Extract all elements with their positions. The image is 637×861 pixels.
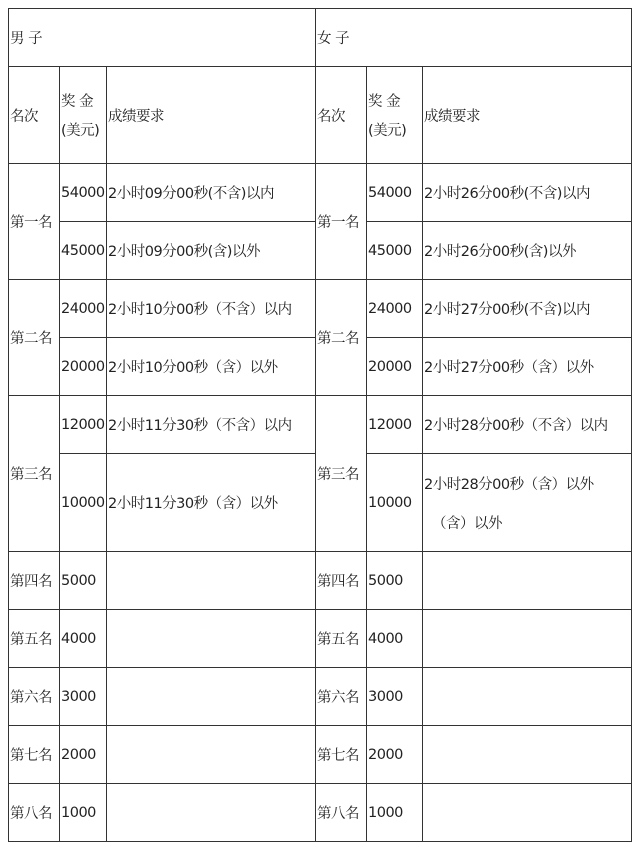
prize-cell: 24000 (60, 280, 107, 338)
rank-cell: 第五名 (9, 610, 60, 668)
requirement-cell: 2小时27分00秒（含）以外 (423, 338, 632, 396)
prize-cell: 12000 (367, 396, 423, 454)
requirement-cell: 2小时27分00秒(不含)以内 (423, 280, 632, 338)
rank-cell: 第二名 (9, 280, 60, 396)
requirement-header: 成绩要求 (423, 67, 632, 164)
rank-cell: 第八名 (316, 784, 367, 842)
requirement-cell (107, 610, 316, 668)
prize-cell: 3000 (60, 668, 107, 726)
requirement-cell: 2小时10分00秒（不含）以内 (107, 280, 316, 338)
prize-cell: 1000 (60, 784, 107, 842)
requirement-cell: 2小时26分00秒(不含)以内 (423, 164, 632, 222)
rank-cell: 第三名 (316, 396, 367, 552)
rank-cell: 第五名 (316, 610, 367, 668)
requirement-cell (423, 610, 632, 668)
prize-cell: 12000 (60, 396, 107, 454)
prize-cell: 1000 (367, 784, 423, 842)
rank-cell: 第八名 (9, 784, 60, 842)
rank-cell: 第三名 (9, 396, 60, 552)
requirement-cell: 2小时11分30秒（不含）以内 (107, 396, 316, 454)
rank-cell: 第四名 (9, 552, 60, 610)
requirement-cell: 2小时28分00秒（含）以外 （含）以外 (423, 454, 632, 552)
prize-cell: 20000 (60, 338, 107, 396)
rank-cell: 第一名 (9, 164, 60, 280)
rank-cell: 第六名 (316, 668, 367, 726)
prize-cell: 4000 (60, 610, 107, 668)
rank-header: 名次 (9, 67, 60, 164)
requirement-cell (107, 726, 316, 784)
requirement-cell: 2小时09分00秒(含)以外 (107, 222, 316, 280)
requirement-cell (423, 668, 632, 726)
rank-cell: 第四名 (316, 552, 367, 610)
prize-cell: 2000 (367, 726, 423, 784)
rank-cell: 第六名 (9, 668, 60, 726)
rank-header: 名次 (316, 67, 367, 164)
men-section-header: 男 子 (9, 9, 316, 67)
requirement-cell (107, 784, 316, 842)
prize-table (8, 8, 632, 842)
requirement-cell (423, 552, 632, 610)
rank-cell: 第二名 (316, 280, 367, 396)
prize-cell: 5000 (60, 552, 107, 610)
requirement-cell: 2小时10分00秒（含）以外 (107, 338, 316, 396)
rank-cell: 第一名 (316, 164, 367, 280)
prize-cell: 20000 (367, 338, 423, 396)
prize-cell: 10000 (60, 454, 107, 552)
requirement-cell: 2小时09分00秒(不含)以内 (107, 164, 316, 222)
prize-cell: 3000 (367, 668, 423, 726)
prize-cell: 45000 (367, 222, 423, 280)
requirement-cell (423, 726, 632, 784)
requirement-header: 成绩要求 (107, 67, 316, 164)
prize-cell: 54000 (367, 164, 423, 222)
prize-header: 奖 金 (美元) (367, 67, 423, 164)
requirement-cell: 2小时28分00秒（不含）以内 (423, 396, 632, 454)
prize-cell: 10000 (367, 454, 423, 552)
prize-cell: 54000 (60, 164, 107, 222)
prize-cell: 5000 (367, 552, 423, 610)
prize-cell: 24000 (367, 280, 423, 338)
requirement-cell (107, 668, 316, 726)
prize-cell: 2000 (60, 726, 107, 784)
rank-cell: 第七名 (9, 726, 60, 784)
requirement-cell (107, 552, 316, 610)
prize-cell: 4000 (367, 610, 423, 668)
requirement-cell: 2小时26分00秒(含)以外 (423, 222, 632, 280)
women-section-header: 女 子 (316, 9, 632, 67)
rank-cell: 第七名 (316, 726, 367, 784)
prize-header: 奖 金 (美元) (60, 67, 107, 164)
requirement-cell (423, 784, 632, 842)
prize-cell: 45000 (60, 222, 107, 280)
requirement-cell: 2小时11分30秒（含）以外 (107, 454, 316, 552)
